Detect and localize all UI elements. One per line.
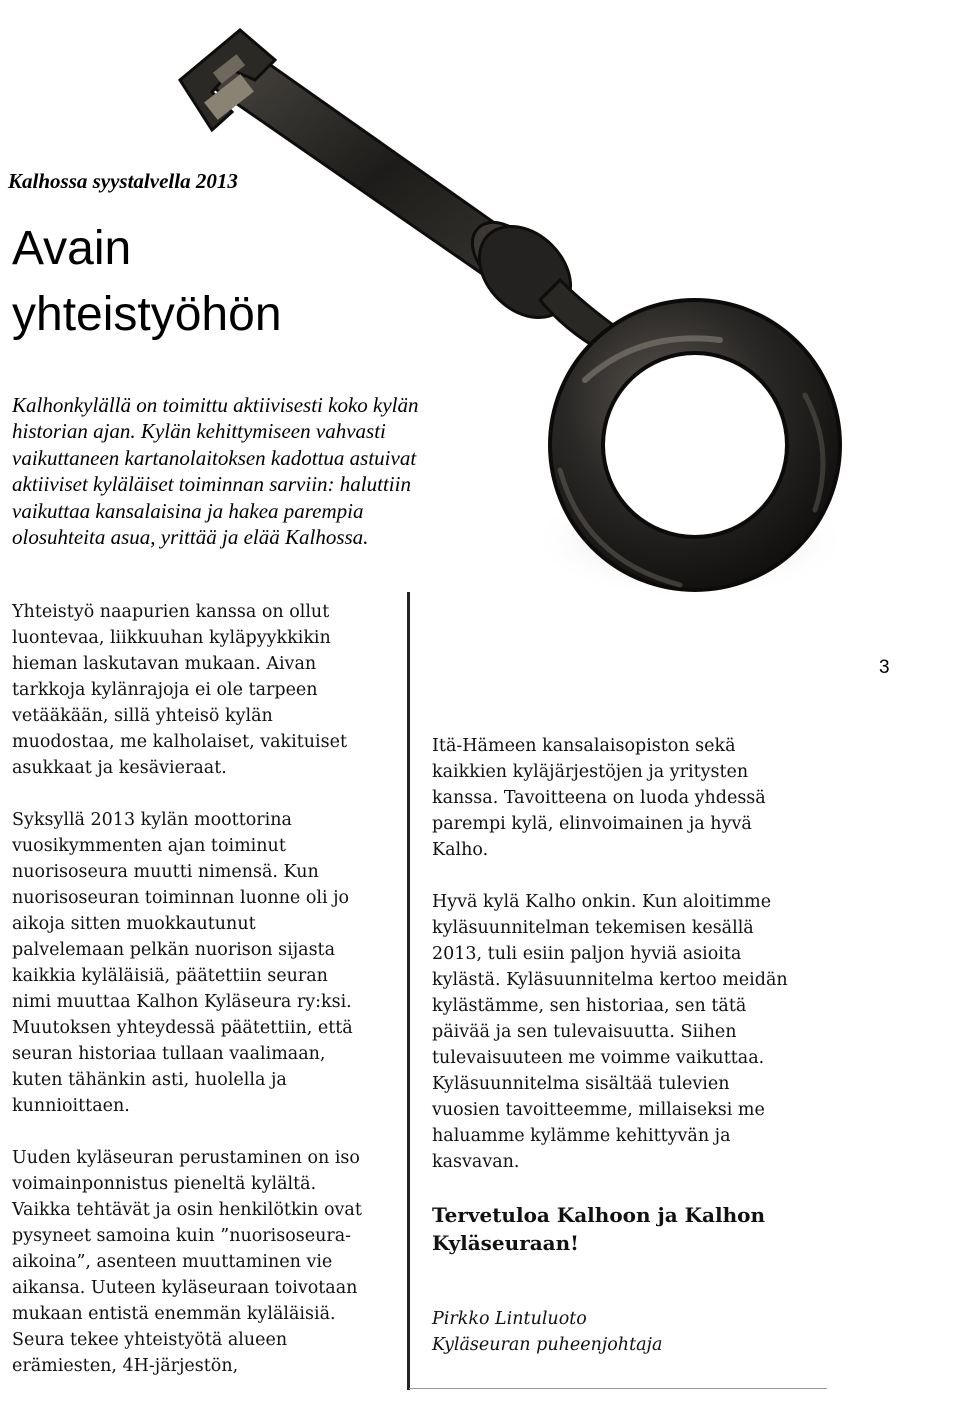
text-line: erämiesten, 4H-järjestön,	[12, 1356, 239, 1376]
paragraph	[12, 599, 402, 781]
text-line: Vaikka tehtävät ja osin henkilötkin ovat	[12, 1200, 362, 1220]
signature-name: Pirkko Lintuluoto	[432, 1309, 587, 1329]
text-line: kaikkia kyläläisiä, päätettiin seuran	[12, 966, 328, 986]
text-line: kylästä. Kyläsuunnitelma kertoo meidän	[432, 970, 788, 990]
signature-role: Kyläseuran puheenjohtaja	[432, 1335, 663, 1355]
text-line: päivää ja sen tulevaisuutta. Siihen	[432, 1022, 737, 1042]
text-line: palvelemaan pelkän nuorison sijasta	[12, 940, 336, 960]
page-number: 3	[879, 657, 890, 678]
closing-greeting	[432, 1201, 765, 1257]
text-line: asukkaat ja kesävieraat.	[12, 758, 227, 778]
text-line: pysyneet samoina kuin ”nuorisoseura-	[12, 1226, 352, 1246]
text-line: aikoja sitten muokkautunut	[12, 914, 256, 934]
text-line: Syksyllä 2013 kylän moottorina	[12, 810, 292, 830]
text-line: vuosien tavoitteemme, millaiseksi me	[432, 1100, 765, 1120]
text-line: mukaan entistä enemmän kyläläisiä.	[12, 1304, 336, 1324]
text-line: nimi muuttaa Kalhon Kyläseura ry:ksi.	[12, 992, 352, 1012]
text-line: kaikkien kyläjärjestöjen ja yritysten	[432, 762, 749, 782]
text-line: aikoina”, asenteen muuttaminen vie	[12, 1252, 333, 1272]
text-line: Uuden kyläseuran perustaminen on iso	[12, 1148, 360, 1168]
lead-line: vaikuttaa kansalaisina ja hakea parempia	[12, 498, 364, 523]
text-line: Yhteistyö naapurien kanssa on ollut	[12, 602, 330, 622]
text-line: tarkkoja kylänrajoja ei ole tarpeen	[12, 680, 318, 700]
right-column	[432, 733, 822, 1201]
title-line: yhteistyöhön	[12, 288, 282, 341]
paragraph	[432, 733, 822, 863]
signature	[432, 1306, 662, 1358]
text-line: Itä-Hämeen kansalaisopiston sekä	[432, 736, 736, 756]
text-line: Kyläsuunnitelma sisältää tulevien	[432, 1074, 730, 1094]
text-line: Kalho.	[432, 840, 489, 860]
lead-line: vaikuttaneen kartanolaitoksen kadottua astuivat	[12, 445, 417, 470]
text-line: Hyvä kylä Kalho onkin. Kun aloitimme	[432, 892, 772, 912]
text-line: nuorisoseuran toiminnan luonne oli jo	[12, 888, 350, 908]
text-line: seuran historiaa tullaan vaalimaan,	[12, 1044, 326, 1064]
text-line: Seura tekee yhteistyötä alueen	[12, 1330, 288, 1350]
text-line: aikansa. Uuteen kyläseuraan toivotaan	[12, 1278, 358, 1298]
left-column	[12, 599, 402, 1405]
column-divider	[407, 592, 410, 1390]
text-line: kylästämme, sen historiaa, sen tätä	[432, 996, 747, 1016]
text-line: hieman laskutavan mukaan. Aivan	[12, 654, 317, 674]
closing-line: Tervetuloa Kalhoon ja Kalhon	[432, 1203, 766, 1227]
text-line: kunnioittaen.	[12, 1096, 130, 1116]
text-line: kuten tähänkin asti, huolella ja	[12, 1070, 287, 1090]
text-line: muodostaa, me kalholaiset, vakituiset	[12, 732, 348, 752]
page-title	[12, 216, 282, 348]
lead-line: aktiiviset kyläläiset toiminnan sarviin: haluttiin	[12, 472, 411, 497]
lead-paragraph	[12, 392, 532, 550]
lead-line: olosuhteita asua, yrittää ja elää Kalhossa.	[12, 525, 369, 550]
text-line: kyläsuunnitelman tekemisen kesällä	[432, 918, 754, 938]
text-line: kanssa. Tavoitteena on luoda yhdessä	[432, 788, 766, 808]
title-line: Avain	[12, 222, 132, 275]
lead-line: Kalhonkylällä on toimittu aktiivisesti koko kylän	[12, 393, 419, 417]
closing-line: Kyläseuraan!	[432, 1231, 579, 1255]
text-line: parempi kylä, elinvoimainen ja hyvä	[432, 814, 752, 834]
text-line: Muutoksen yhteydessä päätettiin, että	[12, 1018, 353, 1038]
text-line: vuosikymmenten ajan toiminut	[12, 836, 286, 856]
text-line: 2013, tuli esiin paljon hyviä asioita	[432, 944, 742, 964]
issue-kicker: Kalhossa syystalvella 2013	[8, 169, 238, 193]
text-line: tulevaisuuteen me voimme vaikuttaa.	[432, 1048, 765, 1068]
bottom-rule	[409, 1388, 827, 1389]
text-line: haluamme kylämme kehittyvän ja	[432, 1126, 731, 1146]
paragraph	[432, 889, 822, 1175]
text-line: luontevaa, liikkuuhan kyläpyykkikin	[12, 628, 331, 648]
text-line: voimainponnistus pieneltä kylältä.	[12, 1174, 317, 1194]
key-collar	[460, 208, 620, 350]
text-line: vetääkään, sillä yhteisö kylän	[12, 706, 273, 726]
paragraph	[12, 1145, 402, 1379]
lead-line: historian ajan. Kylän kehittymiseen vahvasti	[12, 419, 386, 444]
key-ring	[550, 300, 840, 590]
text-line: kasvavan.	[432, 1152, 520, 1172]
paragraph	[12, 807, 402, 1119]
text-line: nuorisoseura muutti nimensä. Kun	[12, 862, 319, 882]
